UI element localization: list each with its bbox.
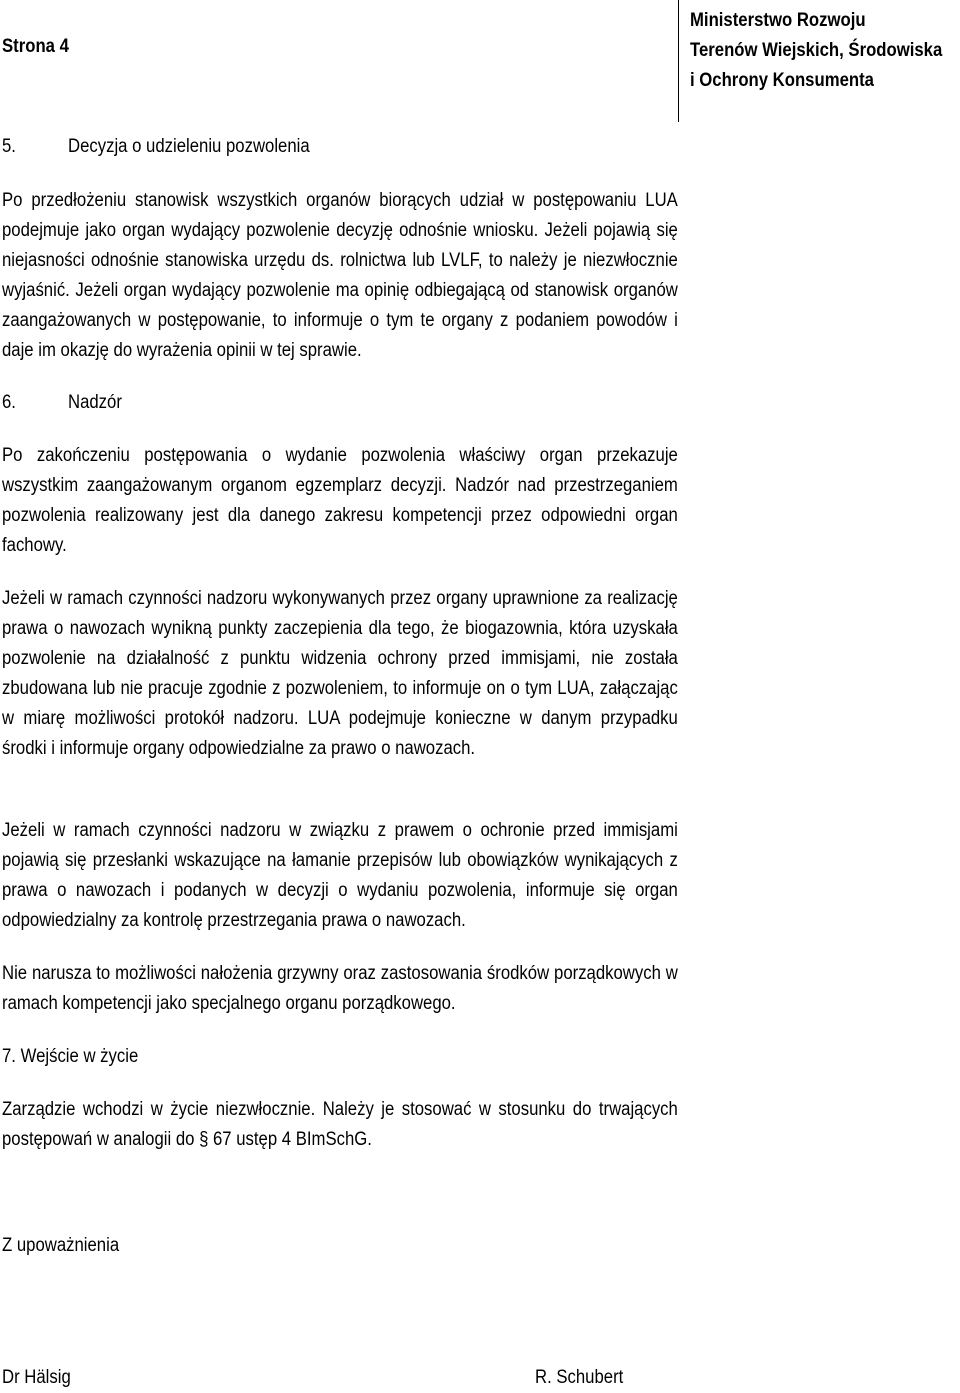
section-7-paragraph: Zarządzie wchodzi w życie niezwłocznie. Należy je stosować w stosunku do trwających postępowań w analogii do § 67 ustęp 4 BImSchG.: [2, 1099, 678, 1150]
page-header: [0, 0, 960, 122]
header-divider: [678, 0, 679, 122]
page-number: Strona 4: [2, 36, 69, 57]
section-5-paragraph: Po przedłożeniu stanowisk wszystkich organów biorących udział w postępowaniu LUA podejmuje jako organ wydający pozwolenie decyzję odnośnie wniosku. Jeżeli pojawią się niejasności odnośnie stanowiska urzędu ds. rolnictwa lub LVLF, to należy je niezwłocznie wyjaśnić. Jeżeli organ wydający pozwolenie ma opinię odbiegającą od stanowisk organów zaangażowanych w postępowanie, to informuje o tym te organy z podaniem powodów i daje im okazję do wyrażenia opinii w tej sprawie.: [2, 190, 678, 361]
section-5-heading: [2, 132, 678, 162]
section-6-paragraph-4: Nie narusza to możliwości nałożenia grzywny oraz zastosowania środków porządkowych w ramach kompetencji jako specjalnego organu porządkowego.: [2, 963, 678, 1014]
closing-phrase: Z upoważnienia: [2, 1235, 120, 1256]
signature-left: Dr Hälsig: [2, 1367, 71, 1388]
section-6-heading: [2, 388, 678, 418]
section-6-number: 6.: [2, 392, 16, 413]
section-6-title: Nadzór: [68, 392, 122, 413]
section-6-paragraph-3: Jeżeli w ramach czynności nadzoru w związku z prawem o ochronie przed immisjami pojawią się przesłanki wskazujące na łamanie przepisów lub obowiązków wynikających z prawa o nawozach i podanych w decyzji o wydaniu pozwolenia, informuje się organ odpowiedzialny za kontrolę przestrzegania prawa o nawozach.: [2, 820, 678, 931]
ministry-line-3: i Ochrony Konsumenta: [690, 70, 874, 91]
ministry-line-2: Terenów Wiejskich, Środowiska: [690, 40, 943, 61]
section-6-paragraph-2: Jeżeli w ramach czynności nadzoru wykonywanych przez organy uprawnione za realizację prawa o nawozach wynikną punkty zaczepienia dla tego, że biogazownia, która uzyskała pozwolenie na działalność z punktu widzenia ochrony przed immisjami, nie została zbudowana lub nie pracuje zgodnie z pozwoleniem, to informuje on o tym LUA, załączając w miarę możliwości protokół nadzoru. LUA podejmuje konieczne w danym przypadku środki i informuje organy odpowiedzialne za prawo o nawozach.: [2, 588, 678, 759]
section-7-heading: 7. Wejście w życie: [2, 1046, 139, 1067]
section-5-number: 5.: [2, 136, 16, 157]
ministry-line-1: Ministerstwo Rozwoju: [690, 10, 866, 31]
signature-right: R. Schubert: [535, 1367, 624, 1388]
ministry-name: [690, 6, 942, 96]
section-5-title: Decyzja o udzieleniu pozwolenia: [68, 136, 310, 157]
section-6-paragraph-1: Po zakończeniu postępowania o wydanie pozwolenia właściwy organ przekazuje wszystkim zaangażowanym organom egzemplarz decyzji. Nadzór nad przestrzeganiem pozwolenia realizowany jest dla danego zakresu kompetencji przez odpowiedni organ fachowy.: [2, 445, 678, 556]
